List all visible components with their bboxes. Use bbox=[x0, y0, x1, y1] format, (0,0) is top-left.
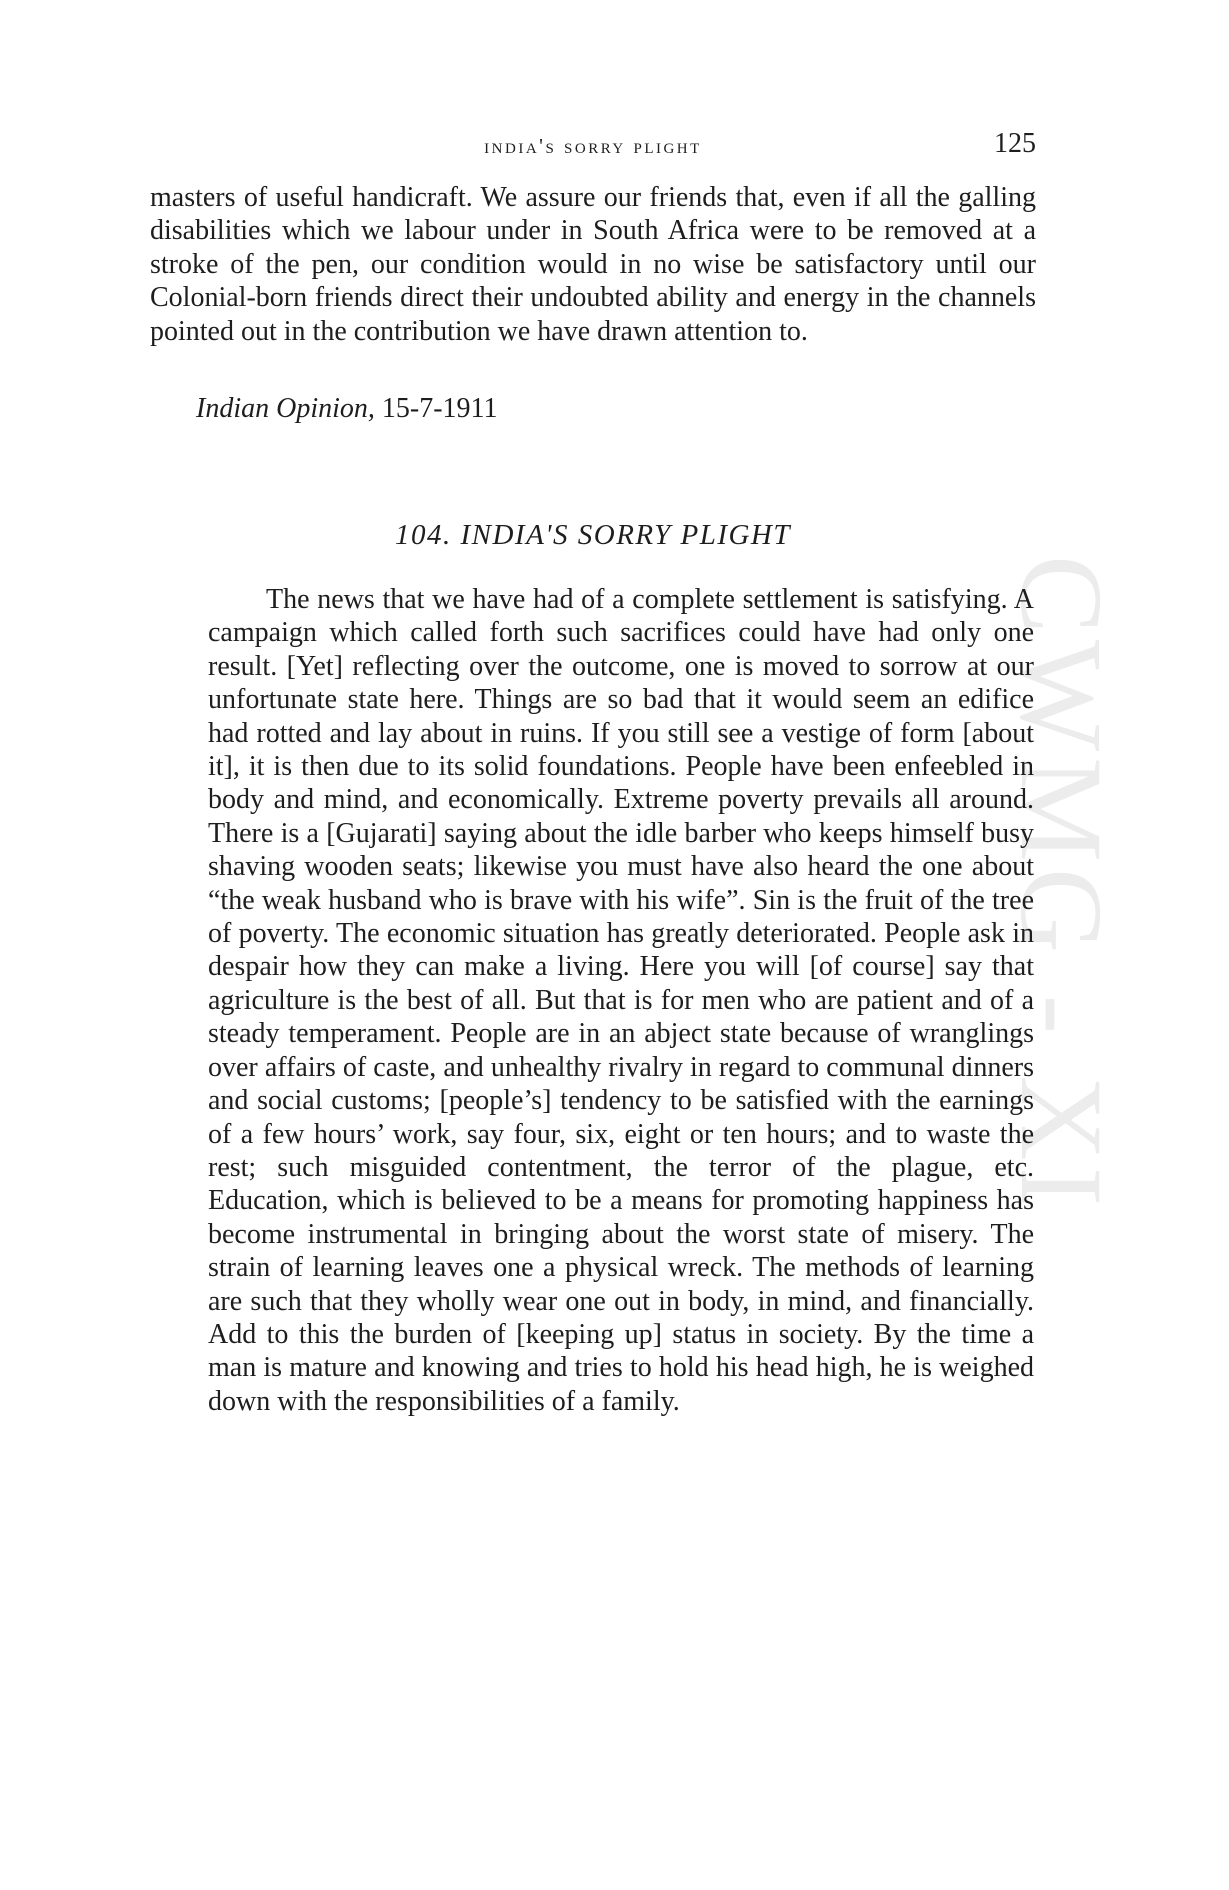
page-number: 125 bbox=[994, 128, 1036, 159]
source-publication: Indian Opinion, bbox=[196, 393, 375, 424]
running-head-title: india's sorry plight bbox=[484, 134, 702, 158]
watermark-text: CWMG - XI bbox=[996, 555, 1127, 1213]
article-heading: 104. INDIA'S SORRY PLIGHT bbox=[394, 519, 791, 551]
source-date: 15-7-1911 bbox=[381, 393, 498, 424]
article-paragraph: The news that we have had of a complete settlement is satisfying. A campaign which called forth such sacrifices could have had only one result. [Yet] reflecting over the outcome, one is moved to sorrow at our unfortunate state here. Things are so bad that it would seem an edifice had rotted and lay about in ruins. If you still see a vestige of form [about it], it is then due to its solid foundations. People have been enfeebled in body and mind, and economically. Extreme poverty prevails all around. There is a [Gujarati] saying about the idle barber who keeps himself busy shaving wooden seats; likewise you must have also heard the one about “the weak husband who is brave with his wife”. Sin is the fruit of the tree of poverty. The economic situation has greatly deteriorated. People ask in despair how they can make a living. Here you will [of course] say that agriculture is the best of all. But that is for men who are patient and of a steady temperament. People are in an abject state because of wranglings over affairs of caste, and unhealthy rivalry in regard to communal dinners and social customs; [people’s] tendency to be satisfied with the earnings of a few hours’ work, say four, six, eight or ten hours; and to waste the rest; such misguided contentment, the terror of the plague, etc. Education, which is believed to be a means for promoting happiness has become instrumental in bringing about the worst state of misery. The strain of learning leaves one a physical wreck. The methods of learning are such that they wholly wear one out in body, in mind, and financially. Add to this the burden of [keeping up] status in society. By the time a man is mature and knowing and tries to hold his head high, he is weighed down with the responsibilities of a family. bbox=[208, 584, 1034, 1417]
running-head bbox=[150, 128, 1036, 168]
source-citation bbox=[196, 393, 498, 425]
continuation-paragraph: masters of useful handicraft. We assure our friends that, even if all the galling disabilities which we labour under in South Africa were to be removed at a stroke of the pen, our condition would in no wise be satisfactory until our Colonial-born friends direct their undoubted ability and energy in the channels pointed out in the contribution we have drawn attention to. bbox=[150, 182, 1036, 347]
